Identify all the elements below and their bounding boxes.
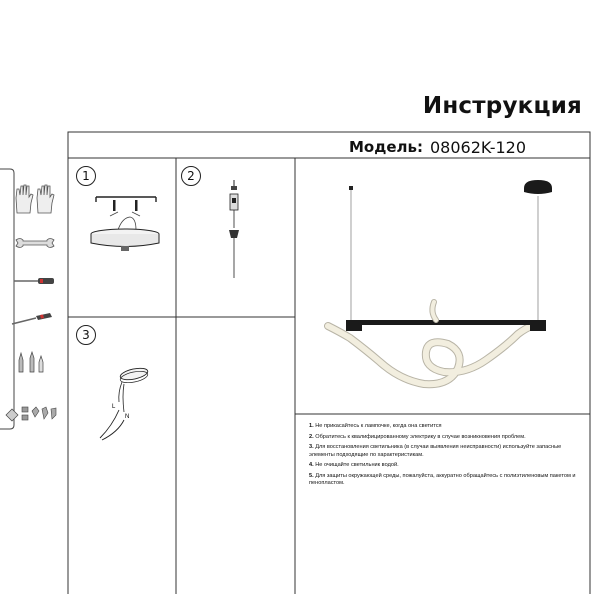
safety-notes [309,423,579,491]
phillips-screwdriver-icon [10,312,54,326]
note-item: 2. Обратитесь к квалифицированному электрику в случае возникновения проблем. [309,433,526,440]
neutral-wire-label: N [125,414,130,420]
dowel-screw-icon [16,350,46,374]
note-item: 4. Не очищайте светильник водой. [309,462,399,469]
step-1-number: 1 [76,166,96,186]
step-3-illustration [92,360,162,446]
note-item: 3. Для восстановления светильника (в случаи выявления неисправности) используйте запасные элементы подходящие по характеристикам. [309,444,562,458]
note-item: 1. Не прикасайтесь к лампочке, когда она светится [309,423,442,429]
model-number: 08062K-120 [430,138,527,157]
note-item: 5. Для защиты окружающей среды, пожалуйста, аккуратно обращайтесь с полиэтиленовым пакетом и пенопластом. [309,473,576,487]
page-title: Инструкция [422,93,582,119]
step-1-illustration [80,190,170,262]
model-label: Модель: [349,138,423,156]
pendant-light-drawing [300,162,586,412]
wrench-icon [14,236,56,250]
line-wire-label: L [112,404,116,410]
wire-connector-icon [4,403,60,425]
step-3-number: 3 [76,325,96,345]
gloves-icon [14,183,58,215]
screwdriver-icon [12,276,56,286]
step-2-number: 2 [181,166,201,186]
step-2-illustration [222,178,246,282]
